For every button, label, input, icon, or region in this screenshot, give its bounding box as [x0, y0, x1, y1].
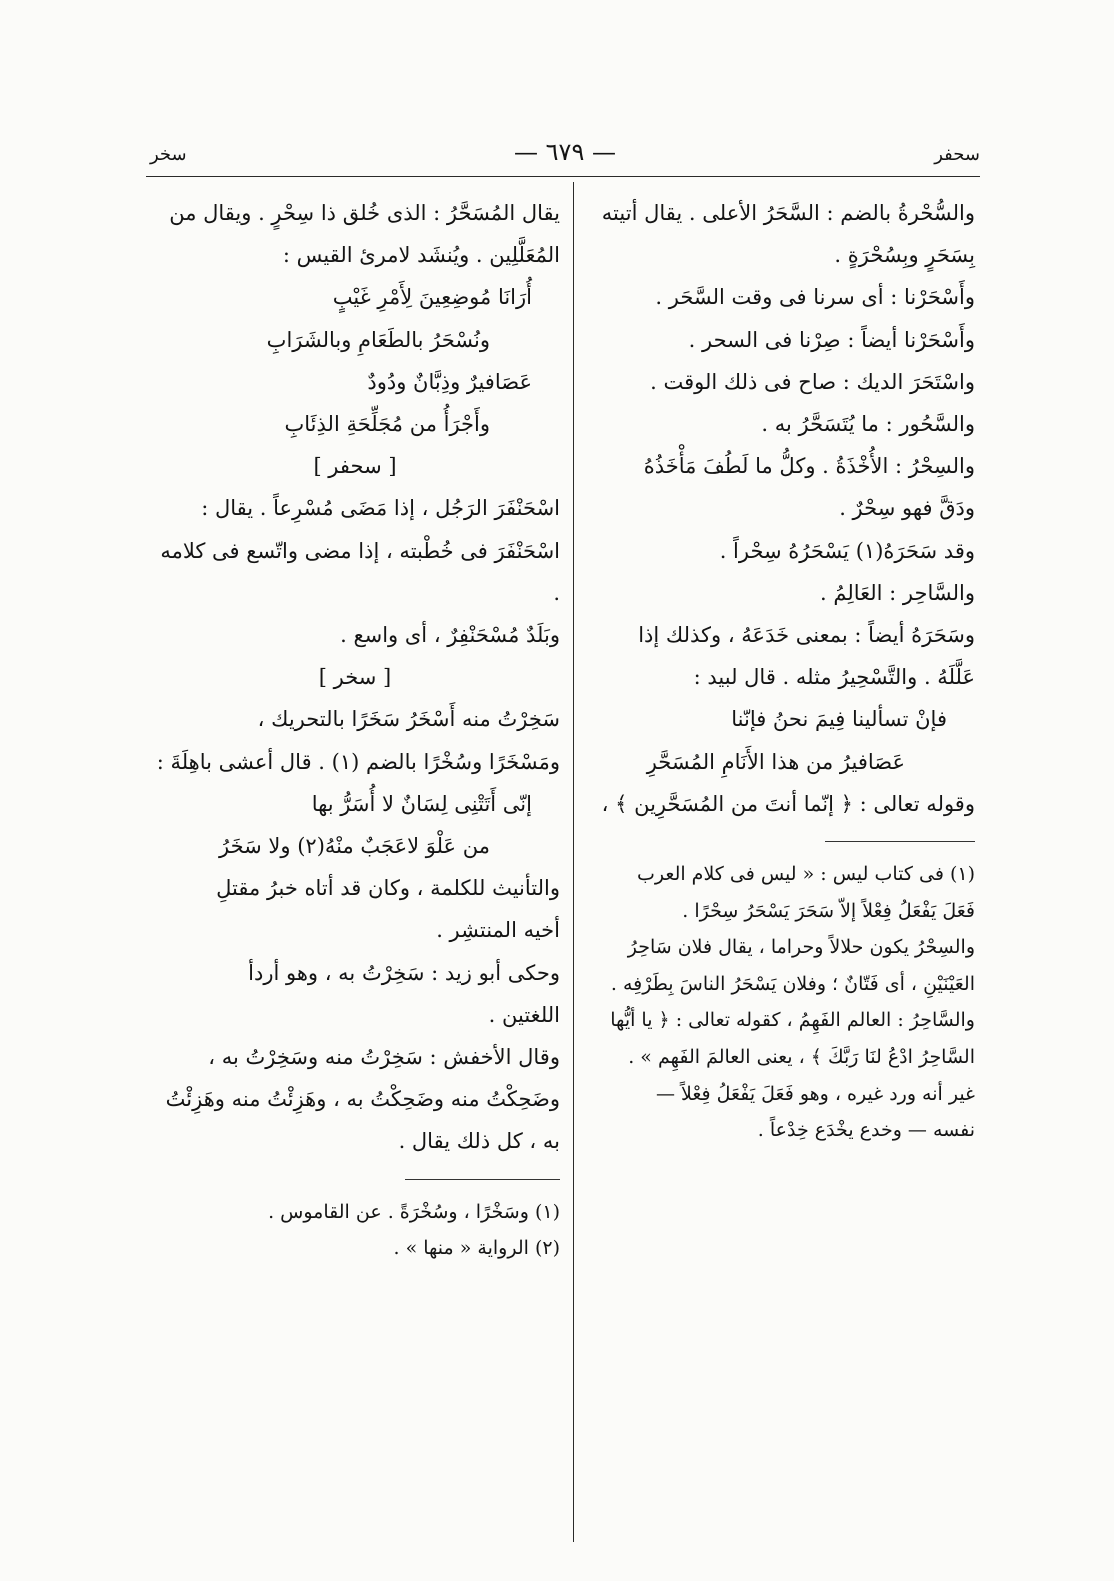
header-left-word: سخر — [150, 144, 187, 165]
text-line: وقال الأخفش : سَخِرْتُ منه وسَخِرْتُ به ، — [208, 1045, 560, 1070]
text-line: وضَحِكْتُ منه وضَحِكْتُ به ، وهَزِئْتُ منه وهَزِئْتُ — [165, 1087, 560, 1112]
footnotes — [150, 1194, 560, 1267]
text-line: والسُّحْرةُ بالضم : السَّحَرُ الأعلى . يقال أتيته — [601, 201, 975, 225]
text-line: والسِحْرُ : الأُخْذَةُ . وكلُّ ما لَطُفَ مَأْخَذُهُ — [643, 454, 975, 479]
footnote-line: غير أنه ورد غيره ، وهو فَعَلَ يَفْعَلُ فِعْلاً — — [655, 1082, 975, 1105]
text-line: اسْحَنْفَرَ فى خُطْبته ، إذا مضى واتّسع فى كلامه . — [160, 538, 560, 605]
text-line: المُعَلَّلِين . ويُنشَد لامرئ القيس : — [282, 243, 560, 268]
footnote-line: (٢) الرواية « منها » . — [393, 1237, 560, 1260]
text-line: اللغتين . — [488, 1002, 560, 1027]
text-line: والسَّاحِر : العَالِمُ . — [820, 580, 975, 605]
verse-line: ونُسْحَرُ بالطَعَامِ وبالشَرَابِ — [266, 327, 490, 352]
column-divider — [573, 182, 574, 1542]
text-line: وقد سَحَرَهُ(١) يَسْحَرُهُ سِحْراً . — [719, 538, 975, 563]
text-line: واسْتَحَرَ الديك : صاح فى ذلك الوقت . — [650, 369, 975, 394]
verse-line: من عَلْوَ لاعَجَبٌ منْهُ(٢) ولا سَخَرُ — [219, 834, 490, 859]
header-right-word: سحفر — [934, 144, 980, 165]
header-rule — [146, 176, 980, 177]
text-line: به ، كل ذلك يقال . — [398, 1129, 560, 1154]
text-line: وسَحَرَهُ أيضاً : بمعنى خَدَعَهُ ، وكذلك إذا — [638, 623, 975, 648]
footnote-line: فَعَلَ يَفْعَلُ فِعْلاً إلاّ سَحَرَ يَسْحَرُ سِحْرًا . — [682, 899, 975, 922]
verse-line: أُرَانَا مُوضِعِينَ لِأَمْرِ غَيْبٍ — [332, 285, 532, 310]
footnote-line: والسِحْرُ يكون حلالاً وحراما ، يقال فلان سَاحِرُ — [627, 936, 975, 959]
footnote-line: والسَّاحِرُ : العالم الفَهِمُ ، كقوله تعالى : ﴿ يا أيُّها — [610, 1009, 975, 1032]
text-line: وحكى أبو زيد : سَخِرْتُ به ، وهو أردأ — [248, 960, 560, 985]
footnotes — [590, 856, 975, 1149]
text-line: اسْحَنْفَرَ الرَجُل ، إذا مَضَى مُسْرِعاً . يقال : — [201, 496, 560, 521]
page-number: — ٦٧٩ — — [514, 138, 616, 166]
text-line: سَخِرْتُ منه أَسْخَرُ سَخَرًا بالتحريك ، — [257, 707, 560, 732]
verse-line: عَصَافيرُ من هذا الأَنَامِ المُسَحَّرِ — [646, 749, 905, 774]
right-column — [590, 192, 975, 1149]
footnote-line: (١) وسَخْرًا ، وسُخْرَةً . عن القاموس . — [268, 1200, 560, 1223]
footnote-rule — [405, 1179, 560, 1180]
verse-line: إنّى أَتَتْنِى لِسَانٌ لا أُسَرُّ بها — [311, 791, 532, 816]
entry-heading-sahfar: [ سحفر ] — [313, 454, 397, 479]
text-line: ومَسْخَرًا وسُخْرًا بالضم (١) . قال أعشى باهِلَةَ : — [156, 749, 560, 774]
running-header — [150, 138, 980, 178]
verse-line: عَصَافيرٌ وذِبَّانٌ ودُودٌ — [367, 369, 532, 394]
footnote-line: نفسه — وخدع يخْدَع خِدْعاً . — [757, 1119, 975, 1142]
verse-line: وأَجْرَأُ من مُجَلِّحَةِ الذِئَابِ — [284, 412, 490, 437]
text-line: وأَسْحَرْنا أيضاً : صِرْنا فى السحر . — [688, 327, 975, 352]
text-line: وقوله تعالى : ﴿ إنّما أنتَ من المُسَحَّرِين ﴾ ، — [601, 791, 975, 816]
text-line: بِسَحَرٍ وبِسُحْرَةٍ . — [834, 243, 975, 268]
text-line: وأَسْحَرْنا : أى سرنا فى وقت السَّحَر . — [655, 285, 975, 310]
verse-line: فإنْ تسألينا فِيمَ نحنُ فإنّنا — [731, 707, 947, 732]
text-line: عَلَّلَهُ . والتَّسْحِيرُ مثله . قال لبيد : — [693, 665, 975, 690]
text-line: والسَّحُور : ما يُتَسَحَّرُ به . — [761, 412, 975, 437]
footnote-line: السَّاحِرُ ادْعُ لنَا رَبَّكَ ﴾ ، يعنى العالمَ الفَهِم » . — [628, 1046, 975, 1069]
text-line: أخيه المنتشِر . — [436, 918, 560, 943]
footnote-line: العَيْنَيْنِ ، أى فَتّانٌ ؛ وفلان يَسْحَرُ الناسَ بِطَرْفِه . — [610, 972, 975, 995]
entry-heading-sakhar: [ سخر ] — [318, 665, 392, 690]
left-column — [150, 192, 560, 1267]
footnote-rule — [825, 841, 975, 842]
footnote-line: (١) فى كتاب ليس : « ليس فى كلام العرب — [637, 863, 975, 886]
text-line: ودَقَّ فهو سِحْرٌ . — [839, 496, 975, 521]
text-line: يقال المُسَحَّرُ : الذى خُلق ذا سِحْرٍ . ويقال من — [169, 201, 560, 225]
text-line: والتأنيث للكلمة ، وكان قد أتاه خبرُ مقتلِ — [216, 876, 560, 901]
text-line: وبَلَدٌ مُسْحَنْفِرٌ ، أى واسع . — [340, 623, 560, 648]
